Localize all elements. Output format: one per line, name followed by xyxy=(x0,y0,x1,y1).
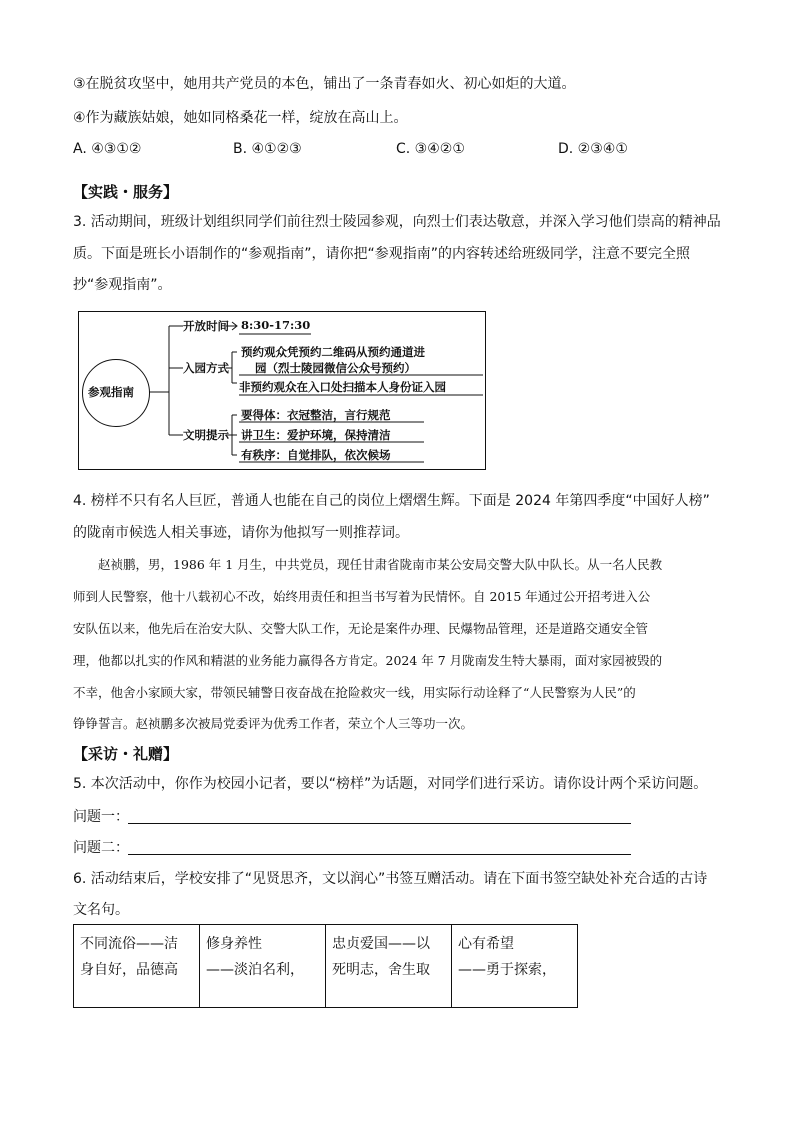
bookmark-line: ——勇于探索， xyxy=(458,962,556,978)
passage-line: 安队伍以来，他先后在治安大队、交警大队工作，无论是案件办理、民爆物品管理，还是道路交通安全管 xyxy=(73,621,649,636)
tip-dress: 要得体：衣冠整洁，言行规范 xyxy=(241,408,391,422)
entry-method-label: 入园方式 xyxy=(183,361,229,375)
open-time-label: 开放时间 xyxy=(183,319,229,333)
question-3-line-2: 质。下面是班长小语制作的“参观指南”，请你把“参观指南”的内容转述给班级同学，注意不要完全照 xyxy=(73,246,691,262)
question-5-prompt-2: 问题二： xyxy=(73,840,129,856)
entry-walk-in: 非预约观众在入口处扫描本人身份证入园 xyxy=(239,380,446,394)
answer-line-1[interactable] xyxy=(128,823,631,824)
bookmark-line: ——淡泊名利， xyxy=(206,962,304,978)
tip-order: 有秩序：自觉排队，依次候场 xyxy=(241,448,391,462)
answer-line-2[interactable] xyxy=(128,854,631,855)
list-item-3: ③在脱贫攻坚中，她用共产党员的本色，铺出了一条青春如火、初心如炬的大道。 xyxy=(73,76,576,92)
option-c: C. ③④②① xyxy=(396,141,465,157)
option-b: B. ④①②③ xyxy=(233,141,302,157)
bookmark-table xyxy=(73,924,578,1008)
passage-line: 理，他都以扎实的作风和精湛的业务能力赢得各方肯定。2024 年 7 月陇南发生特大暴雨，面对家园被毁的 xyxy=(73,653,663,668)
question-6-line-2: 文名句。 xyxy=(73,902,129,918)
section-heading-practice: 【实践・服务】 xyxy=(73,183,179,201)
question-5-line-1: 5. 本次活动中，你作为校园小记者，要以“榜样”为话题，对同学们进行采访。请你设计两个采访问题。 xyxy=(73,776,708,792)
guide-center-label: 参观指南 xyxy=(88,385,134,399)
bookmark-line: 心有希望 xyxy=(458,936,514,952)
bookmark-line: 修身养性 xyxy=(206,936,262,952)
bookmark-cell[interactable] xyxy=(452,925,578,1008)
question-4-line-1: 4. 榜样不只有名人巨匠，普通人也能在自己的岗位上熠熠生辉。下面是 2024 年第四季度“中国好人榜” xyxy=(73,493,710,509)
passage-line: 铮铮誓言。赵祯鹏多次被局党委评为优秀工作者，荣立个人三等功一次。 xyxy=(73,716,474,731)
question-5-prompt-1: 问题一： xyxy=(73,809,129,825)
entry-reserved-line-2: 园（烈士陵园微信公众号预约） xyxy=(255,361,416,375)
bookmark-cell[interactable] xyxy=(74,925,200,1008)
open-time-value: 8:30-17:30 xyxy=(241,318,311,332)
passage-line: 师到人民警察，他十八载初心不改，始终用责任和担当书写着为民情怀。自 2015 年通过公开招考进入公 xyxy=(73,589,651,604)
question-3-line-1: 3. 活动期间，班级计划组织同学们前往烈士陵园参观，向烈士们表达敬意，并深入学习他们崇高的精神品 xyxy=(73,214,721,230)
bookmark-line: 不同流俗——洁 xyxy=(80,936,178,952)
question-6-line-1: 6. 活动结束后，学校安排了“见贤思齐，文以润心”书签互赠活动。请在下面书签空缺处补充合适的古诗 xyxy=(73,871,708,887)
passage-line: 不幸，他舍小家顾大家，带领民辅警日夜奋战在抢险救灾一线，用实际行动诠释了“人民警察为人民”的 xyxy=(73,685,636,700)
entry-reserved-line-1: 预约观众凭预约二维码从预约通道进 xyxy=(241,345,425,359)
question-4-line-2: 的陇南市候选人相关事迹，请你为他拟写一则推荐词。 xyxy=(73,525,409,541)
question-3-line-3: 抄“参观指南”。 xyxy=(73,277,172,293)
bookmark-cell[interactable] xyxy=(200,925,326,1008)
passage-line: 赵祯鹏，男，1986 年 1 月生，中共党员，现任甘肃省陇南市某公安局交警大队中队长。从一名人民教 xyxy=(73,557,663,572)
bookmark-line: 死明志，舍生取 xyxy=(332,962,430,978)
civility-tips-label: 文明提示 xyxy=(183,428,229,442)
option-d: D. ②③④① xyxy=(558,141,628,157)
section-heading-interview: 【采访・礼赠】 xyxy=(73,745,179,763)
option-a: A. ④③①② xyxy=(73,141,142,157)
list-item-4: ④作为藏族姑娘，她如同格桑花一样，绽放在高山上。 xyxy=(73,110,408,126)
bookmark-line: 身自好，品德高 xyxy=(80,962,178,978)
bookmark-line: 忠贞爱国——以 xyxy=(332,936,430,952)
visit-guide-diagram xyxy=(78,311,486,470)
bookmark-cell[interactable] xyxy=(326,925,452,1008)
tip-hygiene: 讲卫生：爱护环境，保持清洁 xyxy=(241,428,391,442)
